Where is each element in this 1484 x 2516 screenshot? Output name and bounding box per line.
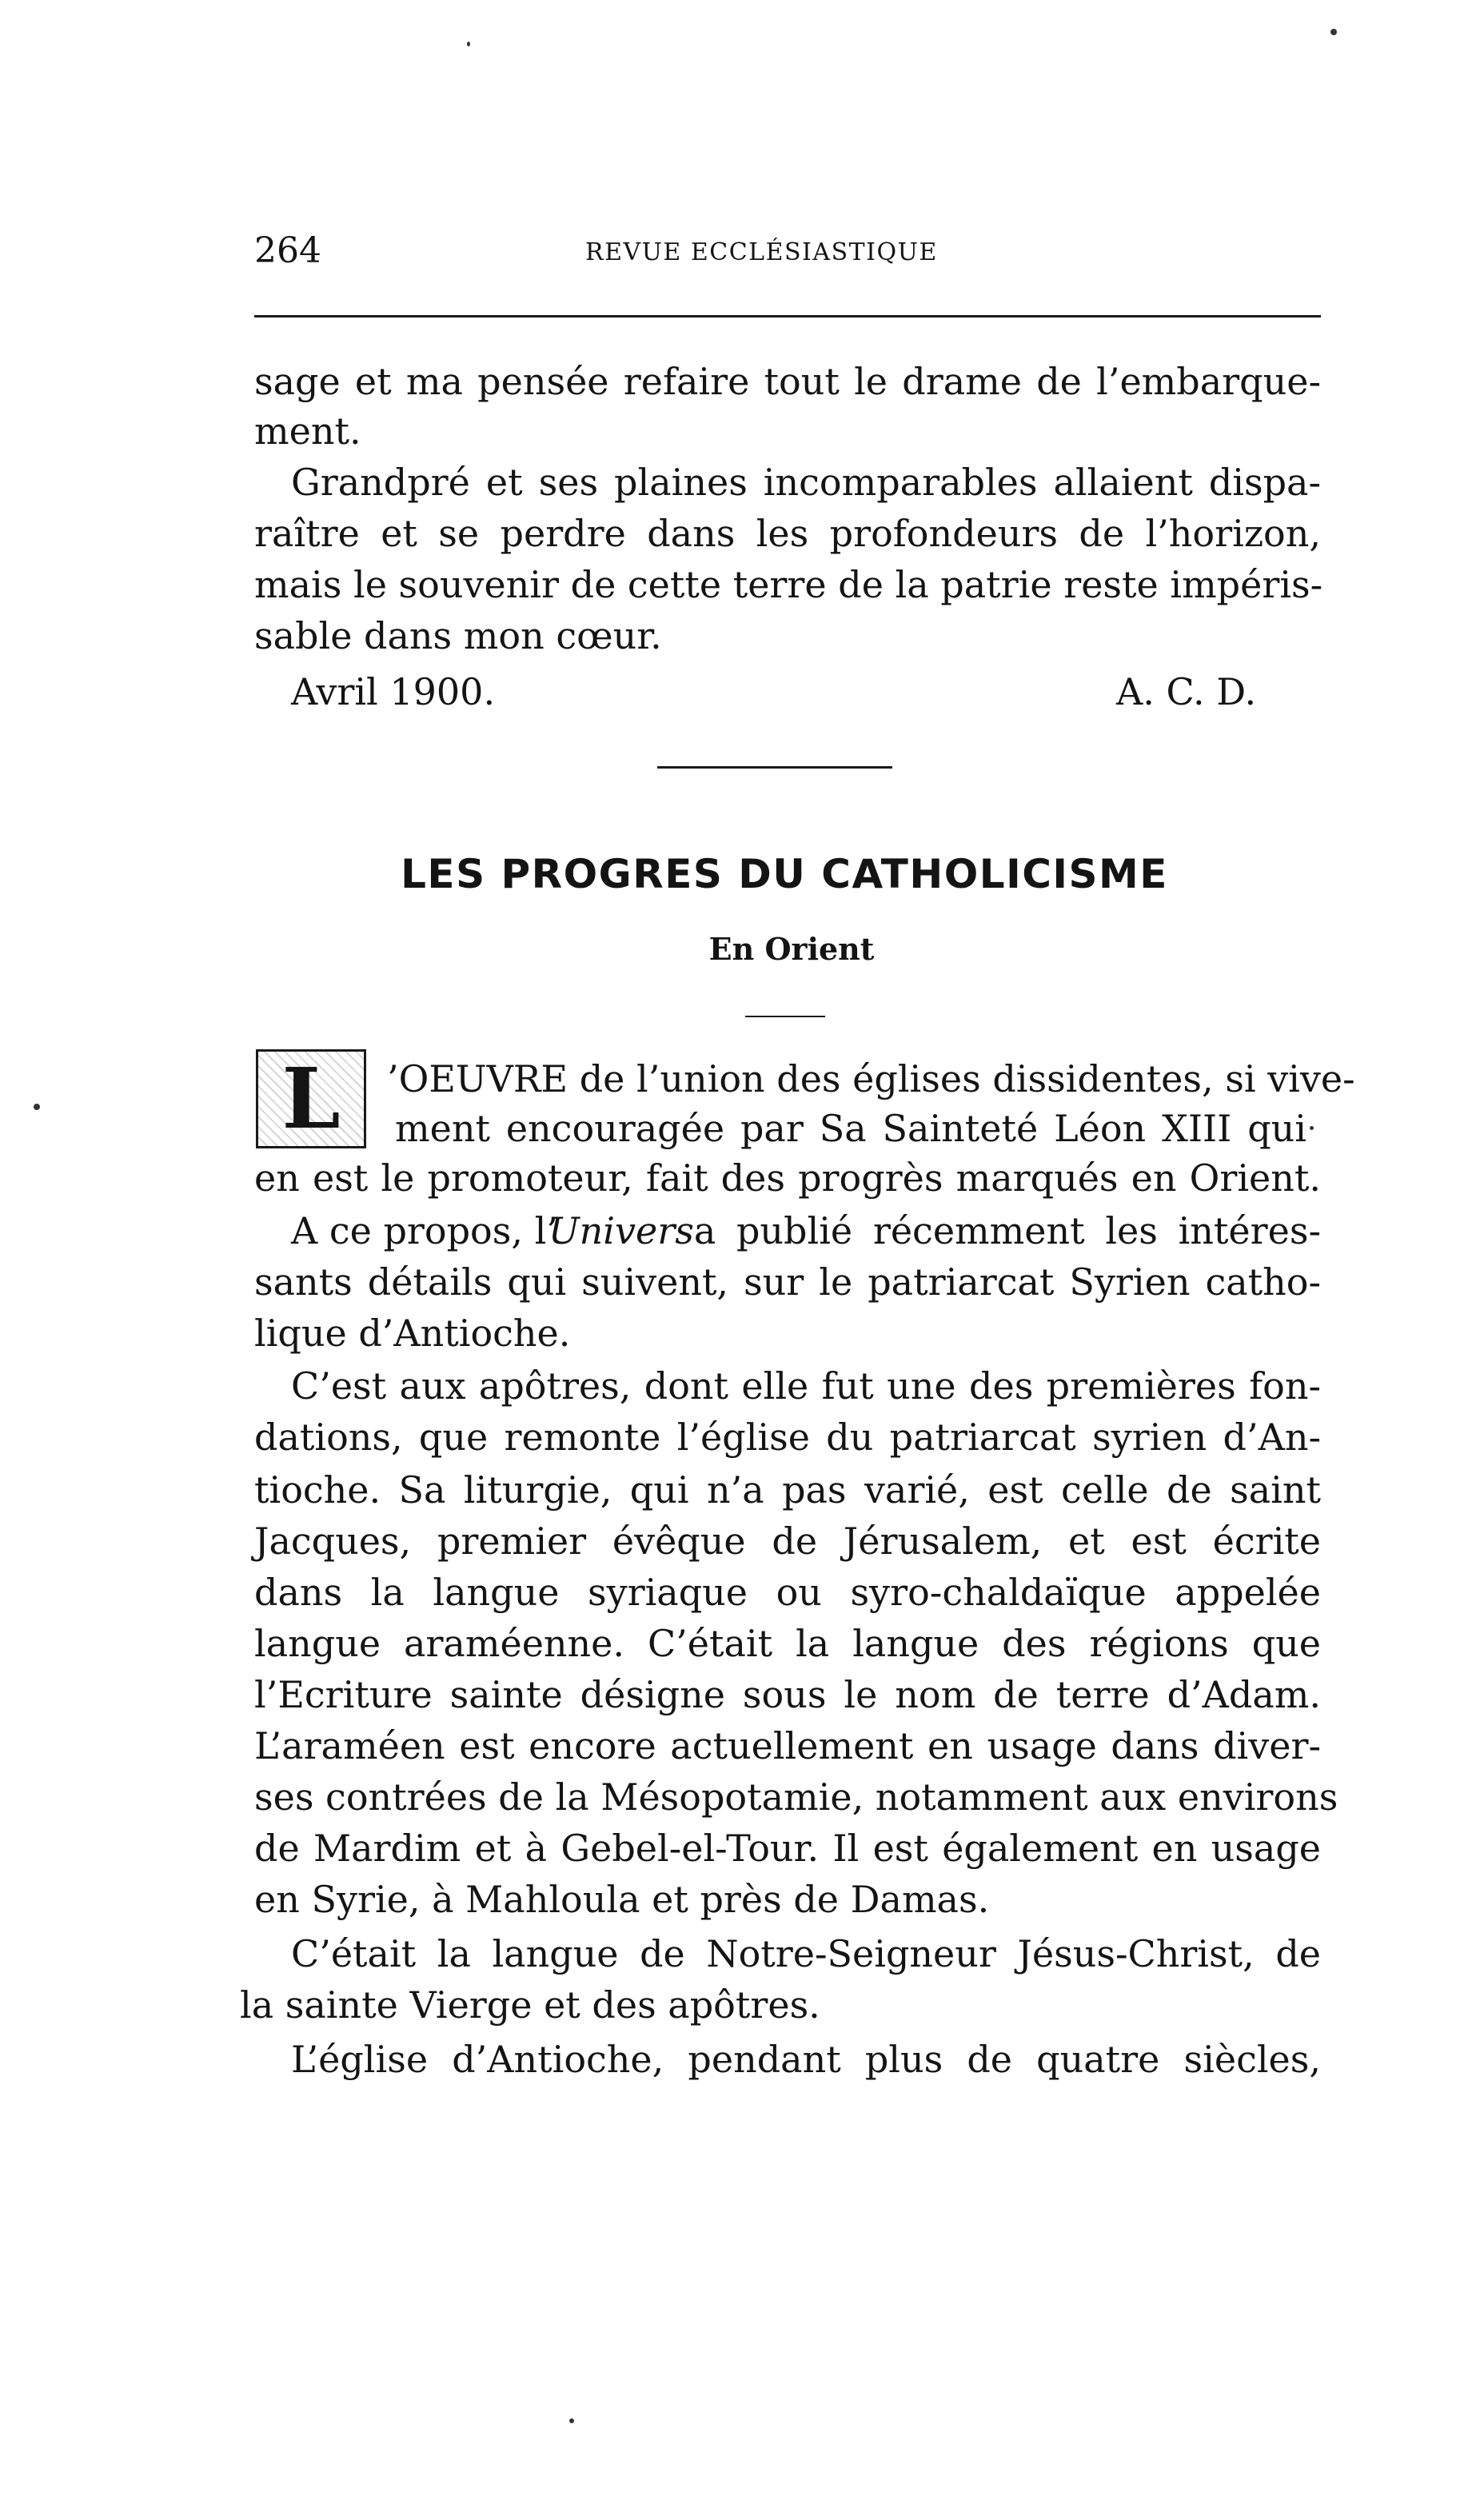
text-line: lique d’Antioche. (254, 1312, 571, 1355)
section-separator (657, 766, 892, 769)
scan-speck (34, 1104, 40, 1110)
text-line: l’Ecriture sainte désigne sous le nom de terre d’Adam. (254, 1673, 1321, 1716)
text-line: ’OEUVRE de l’union des églises dissidentes, si vive- (387, 1057, 1355, 1100)
subtitle-separator (745, 1016, 825, 1017)
running-title: REVUE ECCLÉSIASTIQUE (585, 238, 938, 266)
text-line: raître et se perdre dans les profondeurs de l’horizon, (254, 512, 1321, 555)
text-line: langue araméenne. C’était la langue des régions que (254, 1622, 1321, 1665)
scan-speck (1330, 29, 1337, 35)
text-line: ses contrées de la Mésopotamie, notamment aux environs (254, 1775, 1338, 1819)
text-line: ment encouragée par Sa Sainteté Léon XIII qui (395, 1107, 1306, 1150)
text-line: dans la langue syriaque ou syro-chaldaïque appelée (254, 1571, 1321, 1614)
signature-date: Avril 1900. (291, 670, 496, 713)
text-line-part: a publié récemment les intéres- (693, 1209, 1321, 1252)
text-line: L’araméen est encore actuellement en usage dans diver- (254, 1724, 1321, 1767)
text-line: sable dans mon cœur. (254, 614, 662, 657)
text-line: ment. (254, 409, 361, 453)
text-line: en Syrie, à Mahloula et près de Damas. (254, 1878, 990, 1921)
text-line: L’église d’Antioche, pendant plus de quatre siècles, (291, 2038, 1321, 2081)
drop-cap-ornament: L (256, 1049, 366, 1148)
text-line: de Mardim et à Gebel-el-Tour. Il est également en usage (254, 1827, 1321, 1870)
text-line: C’était la langue de Notre-Seigneur Jésus-Christ, de (291, 1932, 1321, 1975)
journal-title: Univers (548, 1209, 694, 1252)
header-rule (254, 315, 1321, 317)
signature-initials: A. C. D. (1116, 670, 1257, 713)
section-subtitle: En Orient (708, 931, 875, 967)
page-number: 264 (254, 230, 321, 271)
scan-speck (1310, 1126, 1314, 1130)
text-line: Grandpré et ses plaines incomparables allaient dispa- (291, 461, 1321, 504)
text-line: mais le souvenir de cette terre de la patrie reste impéris- (254, 563, 1323, 606)
scan-speck (569, 2418, 574, 2423)
text-line: dations, que remonte l’église du patriarcat syrien d’An- (254, 1416, 1321, 1459)
text-line: sage et ma pensée refaire tout le drame de l’embarque- (254, 360, 1321, 403)
text-line (291, 1206, 1321, 1256)
text-line: sants détails qui suivent, sur le patriarcat Syrien catho- (254, 1260, 1321, 1304)
text-line: en est le promoteur, fait des progrès marqués en Orient. (254, 1156, 1321, 1200)
scan-speck (467, 42, 470, 46)
section-title: LES PROGRES DU CATHOLICISME (401, 851, 1168, 897)
text-line: tioche. Sa liturgie, qui n’a pas varié, est celle de saint (254, 1468, 1321, 1512)
text-line: la sainte Vierge et des apôtres. (240, 1983, 820, 2027)
text-line-part: A ce propos, l’ (291, 1209, 558, 1252)
text-line: C’est aux apôtres, dont elle fut une des premières fon- (291, 1364, 1321, 1408)
text-line: Jacques, premier évêque de Jérusalem, et est écrite (254, 1520, 1321, 1563)
